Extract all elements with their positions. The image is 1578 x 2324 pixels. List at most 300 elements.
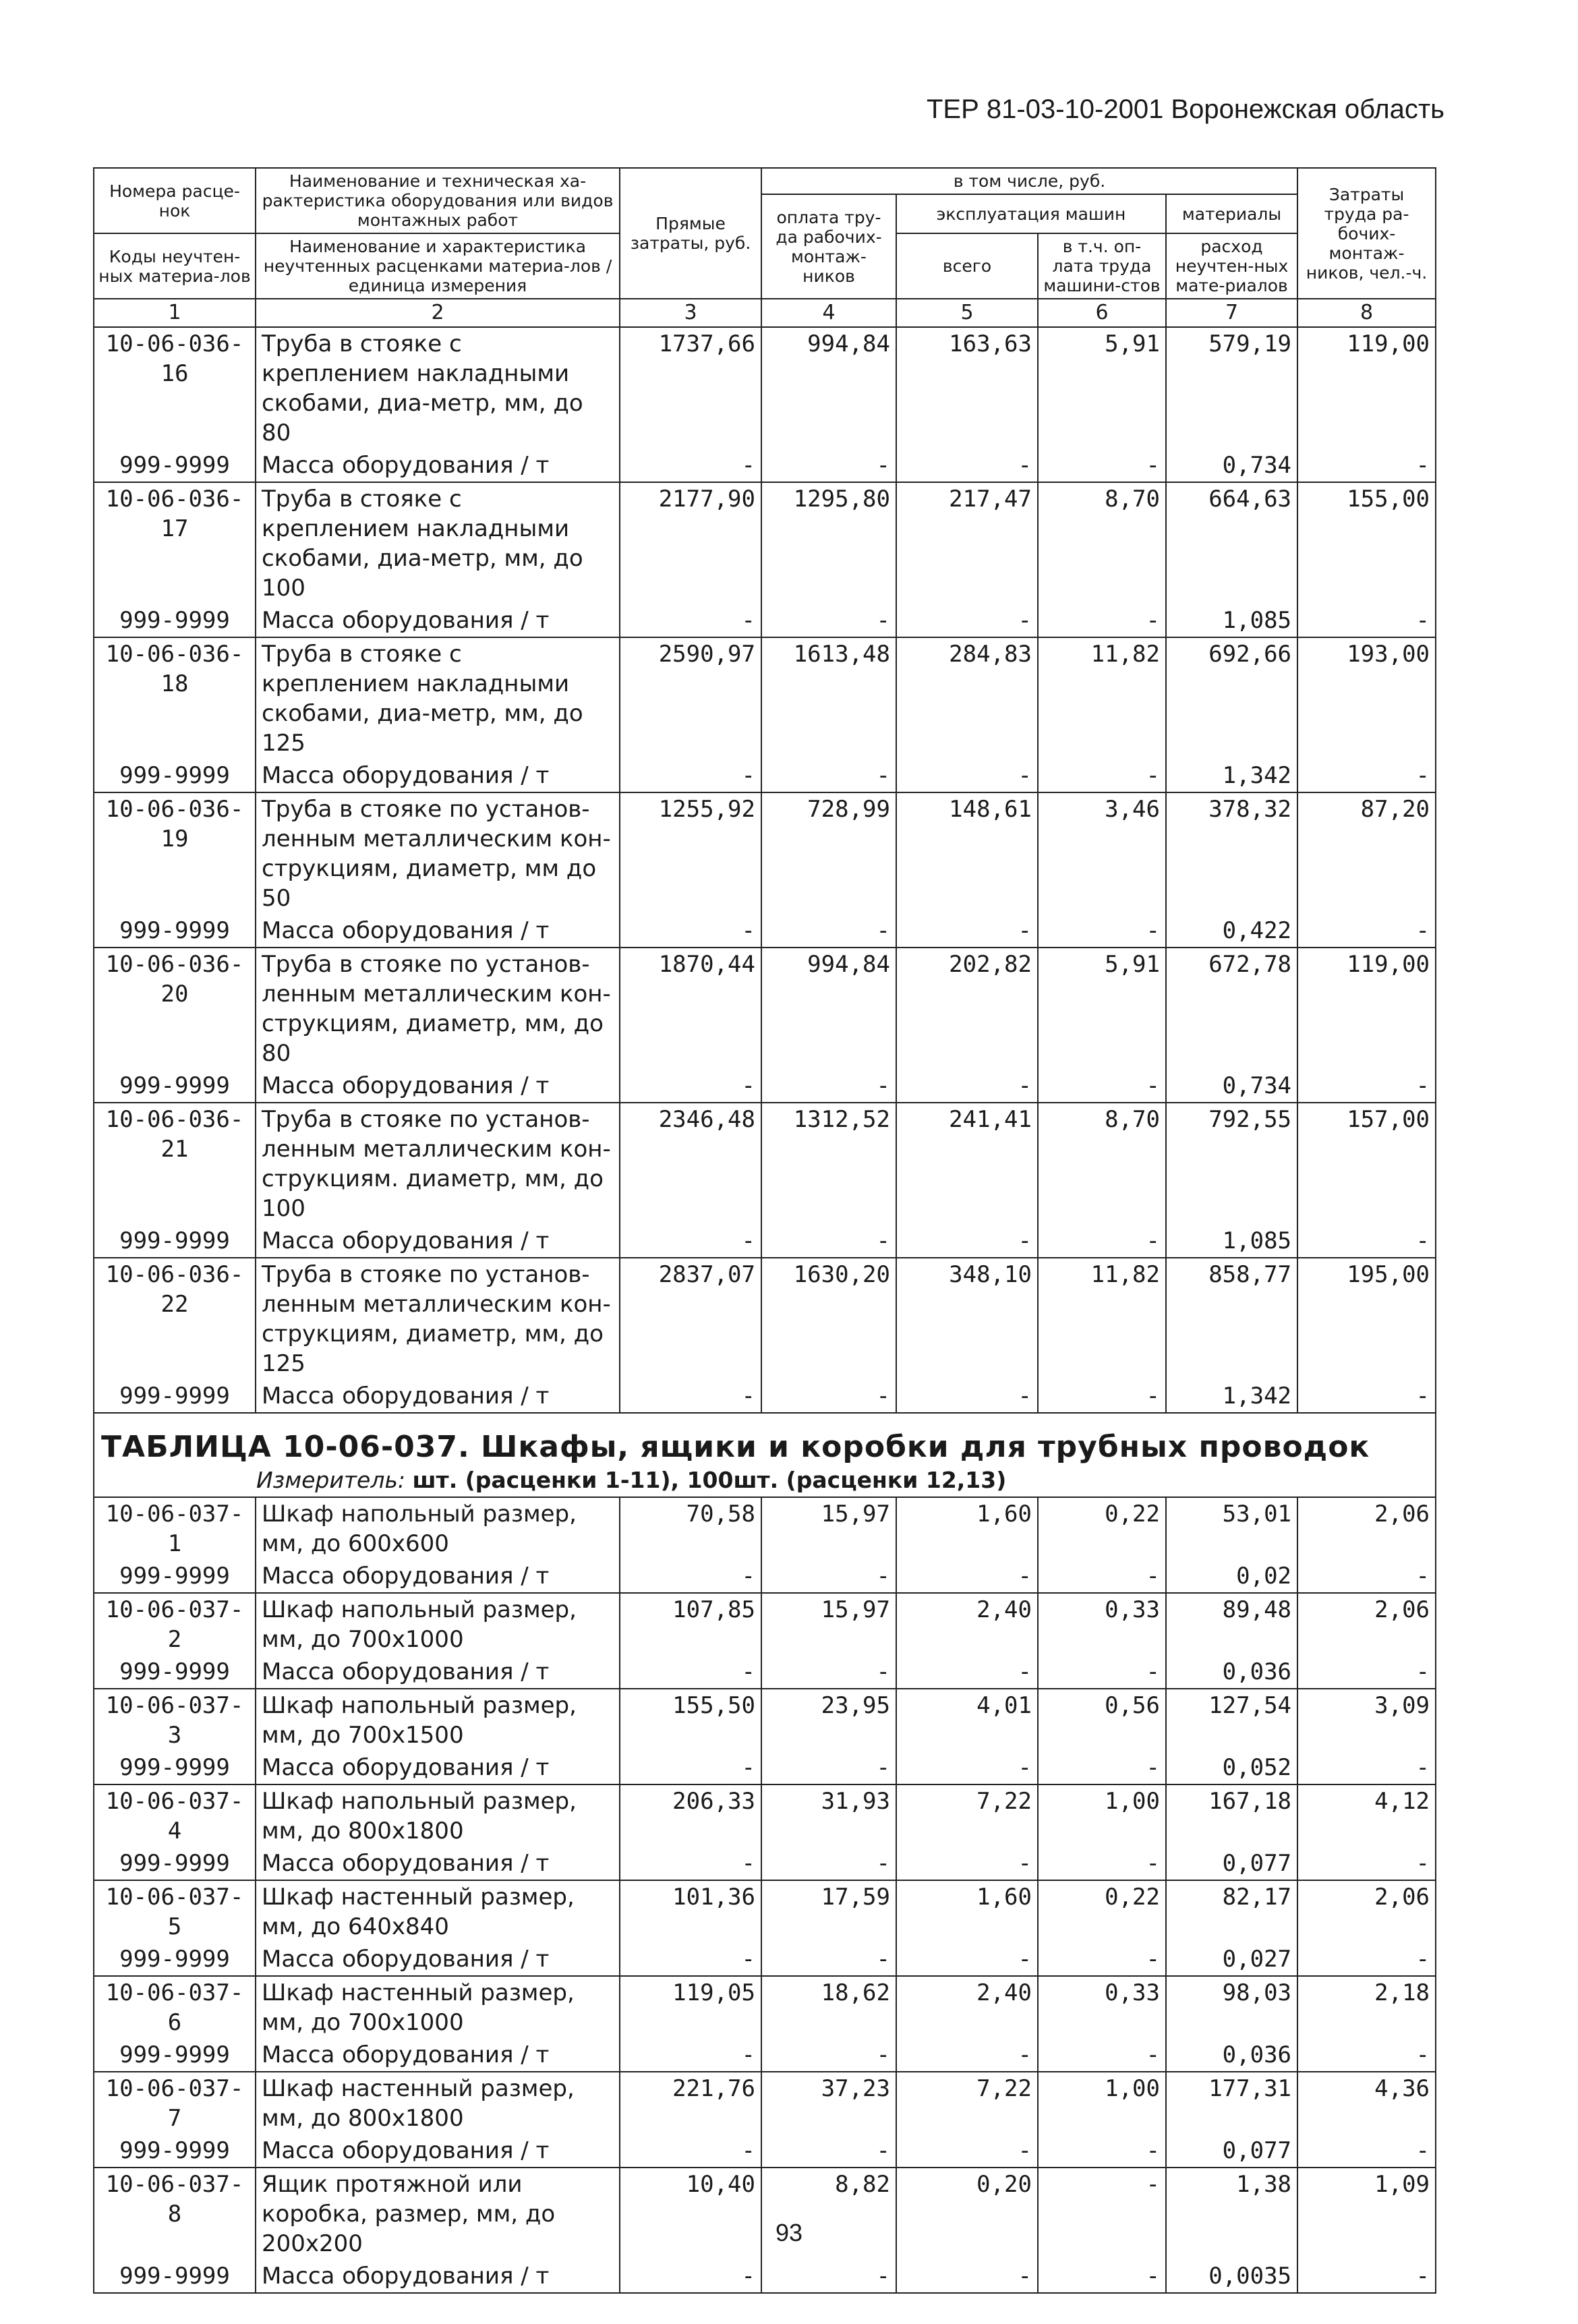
labor-hours: -: [1297, 604, 1436, 637]
material-row: [94, 1380, 1436, 1413]
direct-costs: -: [620, 449, 761, 482]
labor-hours: 4,36: [1297, 2072, 1436, 2134]
operator-pay: 5,91: [1038, 948, 1166, 1070]
direct-costs: -: [620, 1943, 761, 1976]
header-labor-hours: Затраты труда ра-бочих-монтаж-ников, чел.-ч.: [1297, 168, 1436, 299]
work-name: Шкаф напольный размер, мм, до 700x1000: [256, 1593, 620, 1656]
header-machine-total: всего: [896, 233, 1038, 299]
labor-pay: 15,97: [761, 1593, 896, 1656]
labor-pay: -: [761, 1943, 896, 1976]
work-name: Труба в стояке с креплением накладными скобами, диа-метр, мм, до 80: [256, 327, 620, 449]
section-title-row: [94, 1413, 1436, 1464]
materials-cost: 0,734: [1166, 1070, 1297, 1103]
material-code: 999-9999: [94, 1847, 256, 1880]
material-name: Масса оборудования / т: [256, 1656, 620, 1689]
measure-cell: [94, 1464, 1436, 1497]
machine-total: 284,83: [896, 637, 1038, 759]
labor-hours: -: [1297, 1943, 1436, 1976]
labor-pay: -: [761, 1070, 896, 1103]
labor-hours: -: [1297, 914, 1436, 948]
rate-code: 10-06-037-3: [94, 1689, 256, 1751]
machine-total: -: [896, 1656, 1038, 1689]
material-name: Масса оборудования / т: [256, 1943, 620, 1976]
direct-costs: 70,58: [620, 1497, 761, 1560]
material-row: [94, 759, 1436, 792]
table-row: [94, 1880, 1436, 1943]
machine-total: 2,40: [896, 1976, 1038, 2039]
column-number: 8: [1297, 299, 1436, 327]
labor-pay: -: [761, 1847, 896, 1880]
table-row: [94, 948, 1436, 1070]
column-number: 3: [620, 299, 761, 327]
work-name: Шкаф настенный размер, мм, до 800x1800: [256, 2072, 620, 2134]
labor-hours: 87,20: [1297, 792, 1436, 914]
header-unaccounted-materials: расход неучтен-ных мате-риалов: [1166, 233, 1297, 299]
material-row: [94, 1943, 1436, 1976]
material-code: 999-9999: [94, 1380, 256, 1413]
table-row: [94, 792, 1436, 914]
direct-costs: -: [620, 1847, 761, 1880]
column-number: 2: [256, 299, 620, 327]
materials-cost: 53,01: [1166, 1497, 1297, 1560]
direct-costs: -: [620, 1070, 761, 1103]
labor-pay: -: [761, 1560, 896, 1593]
labor-hours: -: [1297, 1225, 1436, 1258]
materials-cost: 127,54: [1166, 1689, 1297, 1751]
material-code: 999-9999: [94, 759, 256, 792]
labor-pay: 18,62: [761, 1976, 896, 2039]
table-header: [94, 168, 1436, 299]
materials-cost: 0,036: [1166, 1656, 1297, 1689]
header-operator-pay: в т.ч. оп-лата труда машини-стов: [1038, 233, 1166, 299]
labor-pay: 994,84: [761, 948, 896, 1070]
labor-pay: 23,95: [761, 1689, 896, 1751]
table-row: [94, 1784, 1436, 1847]
labor-pay: -: [761, 449, 896, 482]
labor-pay: 17,59: [761, 1880, 896, 1943]
labor-hours: 157,00: [1297, 1103, 1436, 1225]
direct-costs: -: [620, 1225, 761, 1258]
operator-pay: -: [1038, 1380, 1166, 1413]
table-row: [94, 1593, 1436, 1656]
material-name: Масса оборудования / т: [256, 914, 620, 948]
labor-hours: 119,00: [1297, 948, 1436, 1070]
rates-table-container: [93, 167, 1435, 2294]
material-code: 999-9999: [94, 1751, 256, 1784]
operator-pay: 1,00: [1038, 2072, 1166, 2134]
measure-value: шт. (расценки 1-11), 100шт. (расценки 12,13): [412, 1467, 1007, 1493]
work-name: Шкаф напольный размер, мм, до 800x1800: [256, 1784, 620, 1847]
header-rate-numbers: Номера расце-нок: [94, 168, 256, 233]
machine-total: -: [896, 2134, 1038, 2168]
rate-code: 10-06-037-2: [94, 1593, 256, 1656]
operator-pay: -: [1038, 604, 1166, 637]
table-row: [94, 1497, 1436, 1560]
machine-total: 0,20: [896, 2168, 1038, 2260]
rate-code: 10-06-036-19: [94, 792, 256, 914]
operator-pay: -: [1038, 1847, 1166, 1880]
materials-cost: 167,18: [1166, 1784, 1297, 1847]
material-row: [94, 1070, 1436, 1103]
direct-costs: -: [620, 1656, 761, 1689]
material-row: [94, 1225, 1436, 1258]
direct-costs: -: [620, 1380, 761, 1413]
direct-costs: 119,05: [620, 1976, 761, 2039]
direct-costs: -: [620, 2134, 761, 2168]
material-name: Масса оборудования / т: [256, 604, 620, 637]
rate-code: 10-06-037-7: [94, 2072, 256, 2134]
operator-pay: -: [1038, 2260, 1166, 2293]
section-title: [94, 1413, 1436, 1464]
labor-hours: -: [1297, 759, 1436, 792]
labor-pay: 728,99: [761, 792, 896, 914]
labor-hours: -: [1297, 2260, 1436, 2293]
column-number: 6: [1038, 299, 1166, 327]
direct-costs: -: [620, 914, 761, 948]
rate-code: 10-06-036-20: [94, 948, 256, 1070]
direct-costs: -: [620, 1560, 761, 1593]
direct-costs: 1255,92: [620, 792, 761, 914]
operator-pay: 11,82: [1038, 1258, 1166, 1380]
machine-total: -: [896, 2039, 1038, 2072]
table-row: [94, 1258, 1436, 1380]
material-row: [94, 2039, 1436, 2072]
material-name: Масса оборудования / т: [256, 1751, 620, 1784]
materials-cost: 89,48: [1166, 1593, 1297, 1656]
labor-pay: -: [761, 1656, 896, 1689]
table-body-037: [94, 1497, 1436, 2293]
labor-hours: 1,09: [1297, 2168, 1436, 2260]
machine-total: -: [896, 759, 1038, 792]
machine-total: 2,40: [896, 1593, 1038, 1656]
rates-table: [93, 167, 1436, 2294]
material-row: [94, 604, 1436, 637]
direct-costs: 221,76: [620, 2072, 761, 2134]
machine-total: -: [896, 1225, 1038, 1258]
machine-total: 202,82: [896, 948, 1038, 1070]
materials-cost: 0,027: [1166, 1943, 1297, 1976]
machine-total: -: [896, 1560, 1038, 1593]
material-code: 999-9999: [94, 1943, 256, 1976]
labor-pay: 1613,48: [761, 637, 896, 759]
rate-code: 10-06-037-6: [94, 1976, 256, 2039]
machine-total: -: [896, 914, 1038, 948]
labor-pay: 8,82: [761, 2168, 896, 2260]
header-direct-costs: Прямые затраты, руб.: [620, 168, 761, 299]
materials-cost: 177,31: [1166, 2072, 1297, 2134]
column-numbers-row: [94, 299, 1436, 327]
labor-hours: -: [1297, 1847, 1436, 1880]
operator-pay: -: [1038, 1225, 1166, 1258]
column-number: 5: [896, 299, 1038, 327]
header-material-codes: Коды неучтен-ных материа-лов: [94, 233, 256, 299]
column-number: 4: [761, 299, 896, 327]
material-code: 999-9999: [94, 2260, 256, 2293]
labor-hours: 2,06: [1297, 1593, 1436, 1656]
labor-pay: 994,84: [761, 327, 896, 449]
work-name: Труба в стояке по установ-ленным металлическим кон-струкциям, диаметр, мм, до 125: [256, 1258, 620, 1380]
material-name: Масса оборудования / т: [256, 449, 620, 482]
direct-costs: 155,50: [620, 1689, 761, 1751]
machine-total: 148,61: [896, 792, 1038, 914]
direct-costs: -: [620, 2260, 761, 2293]
labor-hours: -: [1297, 1560, 1436, 1593]
direct-costs: 2837,07: [620, 1258, 761, 1380]
operator-pay: -: [1038, 1656, 1166, 1689]
header-material-description: Наименование и характеристика неучтенных расценками материа-лов / единица измерения: [256, 233, 620, 299]
rate-code: 10-06-037-4: [94, 1784, 256, 1847]
material-code: 999-9999: [94, 1070, 256, 1103]
table-row: [94, 1976, 1436, 2039]
operator-pay: -: [1038, 2168, 1166, 2260]
materials-cost: 1,085: [1166, 604, 1297, 637]
direct-costs: 1870,44: [620, 948, 761, 1070]
machine-total: 217,47: [896, 482, 1038, 604]
labor-hours: 4,12: [1297, 1784, 1436, 1847]
material-code: 999-9999: [94, 2039, 256, 2072]
work-name: Труба в стояке с креплением накладными скобами, диа-метр, мм, до 125: [256, 637, 620, 759]
labor-pay: -: [761, 2260, 896, 2293]
labor-hours: 3,09: [1297, 1689, 1436, 1751]
operator-pay: 0,33: [1038, 1976, 1166, 2039]
direct-costs: -: [620, 1751, 761, 1784]
materials-cost: 692,66: [1166, 637, 1297, 759]
labor-hours: 2,06: [1297, 1497, 1436, 1560]
labor-hours: 2,06: [1297, 1880, 1436, 1943]
operator-pay: -: [1038, 914, 1166, 948]
measure-row: [94, 1464, 1436, 1497]
operator-pay: 1,00: [1038, 1784, 1166, 1847]
machine-total: -: [896, 1380, 1038, 1413]
measure-label: Измеритель:: [256, 1467, 406, 1493]
machine-total: 241,41: [896, 1103, 1038, 1225]
direct-costs: 1737,66: [620, 327, 761, 449]
material-code: 999-9999: [94, 1560, 256, 1593]
direct-costs: -: [620, 604, 761, 637]
material-name: Масса оборудования / т: [256, 1847, 620, 1880]
table-row: [94, 2072, 1436, 2134]
material-name: Масса оборудования / т: [256, 1225, 620, 1258]
rate-code: 10-06-037-8: [94, 2168, 256, 2260]
machine-total: 348,10: [896, 1258, 1038, 1380]
machine-total: -: [896, 449, 1038, 482]
labor-pay: 1295,80: [761, 482, 896, 604]
operator-pay: 8,70: [1038, 482, 1166, 604]
direct-costs: 2177,90: [620, 482, 761, 604]
labor-hours: 193,00: [1297, 637, 1436, 759]
labor-pay: 1312,52: [761, 1103, 896, 1225]
work-name: Труба в стояке по установ-ленным металлическим кон-струкциям. диаметр, мм, до 100: [256, 1103, 620, 1225]
table-row: [94, 327, 1436, 449]
material-row: [94, 2260, 1436, 2293]
labor-hours: -: [1297, 2039, 1436, 2072]
labor-hours: -: [1297, 1656, 1436, 1689]
work-name: Шкаф настенный размер, мм, до 700x1000: [256, 1976, 620, 2039]
table-row: [94, 1689, 1436, 1751]
rate-code: 10-06-036-22: [94, 1258, 256, 1380]
machine-total: -: [896, 1847, 1038, 1880]
rate-code: 10-06-036-21: [94, 1103, 256, 1225]
labor-hours: 119,00: [1297, 327, 1436, 449]
materials-cost: 858,77: [1166, 1258, 1297, 1380]
operator-pay: -: [1038, 1560, 1166, 1593]
direct-costs: -: [620, 2039, 761, 2072]
machine-total: -: [896, 1070, 1038, 1103]
rate-code: 10-06-037-5: [94, 1880, 256, 1943]
labor-pay: -: [761, 1380, 896, 1413]
machine-total: 7,22: [896, 2072, 1038, 2134]
header-work-description: Наименование и техническая ха-рактеристика оборудования или видов монтажных работ: [256, 168, 620, 233]
operator-pay: -: [1038, 2039, 1166, 2072]
work-name: Труба в стояке по установ-ленным металлическим кон-струкциям, диаметр, мм, до 80: [256, 948, 620, 1070]
table-body-036: [94, 327, 1436, 1413]
materials-cost: 0,734: [1166, 449, 1297, 482]
work-name: Шкаф напольный размер, мм, до 600x600: [256, 1497, 620, 1560]
operator-pay: -: [1038, 1070, 1166, 1103]
materials-cost: 0,052: [1166, 1751, 1297, 1784]
materials-cost: 0,077: [1166, 2134, 1297, 2168]
section-title-text: ТАБЛИЦА 10-06-037. Шкафы, ящики и коробки для трубных проводок: [101, 1430, 1370, 1464]
labor-pay: -: [761, 914, 896, 948]
direct-costs: 101,36: [620, 1880, 761, 1943]
labor-pay: -: [761, 2134, 896, 2168]
materials-cost: 1,342: [1166, 1380, 1297, 1413]
material-row: [94, 1656, 1436, 1689]
materials-cost: 1,38: [1166, 2168, 1297, 2260]
operator-pay: -: [1038, 759, 1166, 792]
labor-pay: 37,23: [761, 2072, 896, 2134]
labor-pay: 31,93: [761, 1784, 896, 1847]
materials-cost: 1,342: [1166, 759, 1297, 792]
materials-cost: 0,02: [1166, 1560, 1297, 1593]
materials-cost: 579,19: [1166, 327, 1297, 449]
labor-hours: -: [1297, 2134, 1436, 2168]
labor-hours: 155,00: [1297, 482, 1436, 604]
labor-hours: -: [1297, 1380, 1436, 1413]
materials-cost: 1,085: [1166, 1225, 1297, 1258]
table-row: [94, 1103, 1436, 1225]
operator-pay: 3,46: [1038, 792, 1166, 914]
labor-pay: 1630,20: [761, 1258, 896, 1380]
direct-costs: 2346,48: [620, 1103, 761, 1225]
operator-pay: 8,70: [1038, 1103, 1166, 1225]
labor-pay: 15,97: [761, 1497, 896, 1560]
direct-costs: 10,40: [620, 2168, 761, 2260]
material-code: 999-9999: [94, 449, 256, 482]
materials-cost: 0,0035: [1166, 2260, 1297, 2293]
table-row: [94, 637, 1436, 759]
material-name: Масса оборудования / т: [256, 2134, 620, 2168]
rate-code: 10-06-037-1: [94, 1497, 256, 1560]
direct-costs: 2590,97: [620, 637, 761, 759]
materials-cost: 0,036: [1166, 2039, 1297, 2072]
machine-total: 1,60: [896, 1497, 1038, 1560]
materials-cost: 664,63: [1166, 482, 1297, 604]
rate-code: 10-06-036-16: [94, 327, 256, 449]
material-row: [94, 449, 1436, 482]
material-row: [94, 1847, 1436, 1880]
rate-code: 10-06-036-17: [94, 482, 256, 604]
operator-pay: 11,82: [1038, 637, 1166, 759]
operator-pay: 0,56: [1038, 1689, 1166, 1751]
material-row: [94, 1751, 1436, 1784]
machine-total: -: [896, 2260, 1038, 2293]
header-machine-operation: эксплуатация машин: [896, 194, 1166, 233]
materials-cost: 378,32: [1166, 792, 1297, 914]
material-row: [94, 1560, 1436, 1593]
document-header: ТЕР 81-03-10-2001 Воронежская область: [926, 94, 1444, 124]
operator-pay: 0,22: [1038, 1497, 1166, 1560]
material-code: 999-9999: [94, 1656, 256, 1689]
operator-pay: -: [1038, 1751, 1166, 1784]
operator-pay: -: [1038, 2134, 1166, 2168]
machine-total: 4,01: [896, 1689, 1038, 1751]
work-name: Труба в стояке с креплением накладными скобами, диа-метр, мм, до 100: [256, 482, 620, 604]
operator-pay: -: [1038, 1943, 1166, 1976]
page-number: 93: [775, 2219, 803, 2246]
direct-costs: 107,85: [620, 1593, 761, 1656]
work-name: Шкаф напольный размер, мм, до 700x1500: [256, 1689, 620, 1751]
material-name: Масса оборудования / т: [256, 2260, 620, 2293]
material-code: 999-9999: [94, 914, 256, 948]
materials-cost: 98,03: [1166, 1976, 1297, 2039]
materials-cost: 0,422: [1166, 914, 1297, 948]
header-materials-group: материалы: [1166, 194, 1297, 233]
labor-pay: -: [761, 1751, 896, 1784]
column-number: 7: [1166, 299, 1297, 327]
operator-pay: 0,22: [1038, 1880, 1166, 1943]
materials-cost: 792,55: [1166, 1103, 1297, 1225]
labor-pay: -: [761, 759, 896, 792]
materials-cost: 82,17: [1166, 1880, 1297, 1943]
materials-cost: 0,077: [1166, 1847, 1297, 1880]
materials-cost: 672,78: [1166, 948, 1297, 1070]
labor-pay: -: [761, 2039, 896, 2072]
labor-hours: -: [1297, 1751, 1436, 1784]
labor-hours: 195,00: [1297, 1258, 1436, 1380]
material-name: Масса оборудования / т: [256, 2039, 620, 2072]
header-labor-pay: оплата тру-да рабочих-монтаж-ников: [761, 194, 896, 299]
material-name: Масса оборудования / т: [256, 1070, 620, 1103]
direct-costs: 206,33: [620, 1784, 761, 1847]
machine-total: 1,60: [896, 1880, 1038, 1943]
material-code: 999-9999: [94, 2134, 256, 2168]
work-name: Ящик протяжной или коробка, размер, мм, до 200x200: [256, 2168, 620, 2260]
machine-total: -: [896, 604, 1038, 637]
work-name: Шкаф настенный размер, мм, до 640x840: [256, 1880, 620, 1943]
material-name: Масса оборудования / т: [256, 1560, 620, 1593]
labor-hours: -: [1297, 1070, 1436, 1103]
table-row: [94, 482, 1436, 604]
material-row: [94, 914, 1436, 948]
rate-code: 10-06-036-18: [94, 637, 256, 759]
operator-pay: -: [1038, 449, 1166, 482]
labor-pay: -: [761, 604, 896, 637]
material-name: Масса оборудования / т: [256, 759, 620, 792]
machine-total: -: [896, 1943, 1038, 1976]
operator-pay: 0,33: [1038, 1593, 1166, 1656]
material-code: 999-9999: [94, 1225, 256, 1258]
labor-hours: -: [1297, 449, 1436, 482]
header-including-group: в том числе, руб.: [761, 168, 1297, 194]
work-name: Труба в стояке по установ-ленным металлическим кон-струкциям, диаметр, мм до 50: [256, 792, 620, 914]
machine-total: 163,63: [896, 327, 1038, 449]
machine-total: -: [896, 1751, 1038, 1784]
machine-total: 7,22: [896, 1784, 1038, 1847]
material-row: [94, 2134, 1436, 2168]
material-name: Масса оборудования / т: [256, 1380, 620, 1413]
direct-costs: -: [620, 759, 761, 792]
